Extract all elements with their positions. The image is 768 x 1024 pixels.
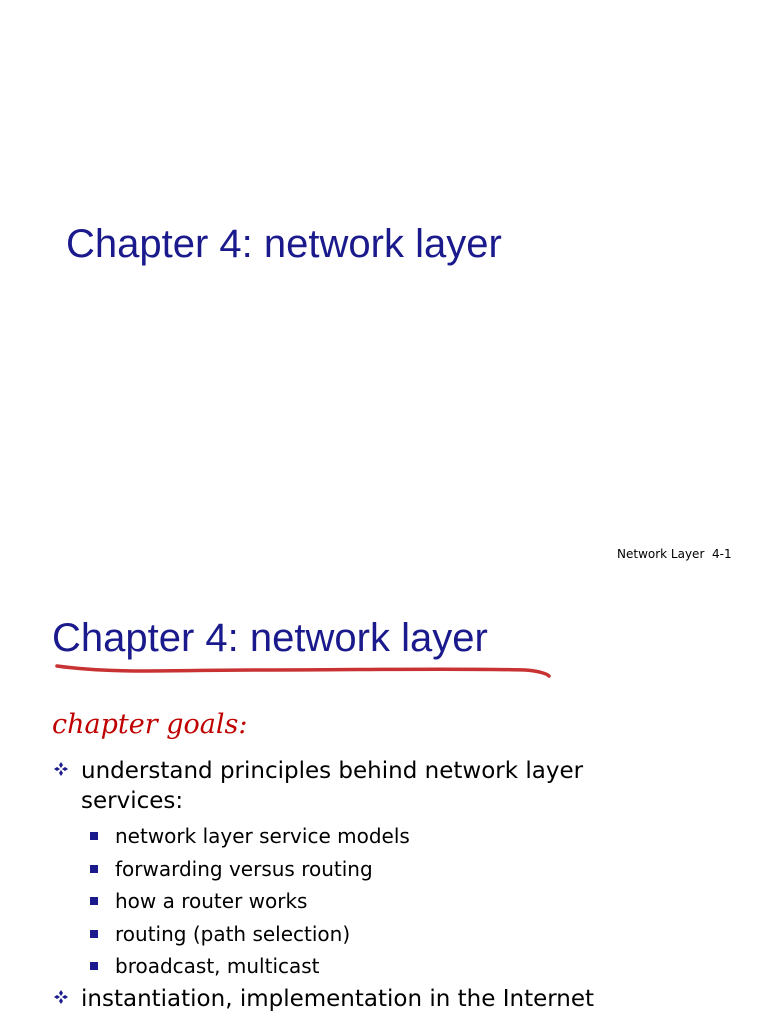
square-bullet-icon (90, 897, 98, 905)
sub-bullet-text: broadcast, multicast (115, 954, 320, 978)
title-underline-stroke (55, 656, 555, 680)
slide-1-title: Chapter 4: network layer (66, 222, 502, 266)
sub-bullet-text: how a router works (115, 889, 308, 913)
sub-bullet-text: routing (path selection) (115, 921, 351, 946)
four-diamond-bullet-icon (54, 762, 68, 776)
slide-2 (0, 590, 768, 1024)
square-bullet-icon (90, 962, 98, 970)
bullet-text: instantiation, implementation in the Internet (81, 986, 595, 1012)
slide-2-title: Chapter 4: network layer (52, 616, 488, 660)
four-diamond-bullet-icon (54, 990, 68, 1004)
square-bullet-icon (90, 865, 98, 873)
slide-footer-label: Network Layer 4-1 (617, 547, 732, 561)
sub-bullet-text: network layer service models (115, 824, 410, 848)
square-bullet-icon (90, 930, 98, 938)
bullet-text: understand principles behind network layer services: (81, 758, 584, 814)
chapter-goals-heading: chapter goals: (52, 709, 248, 740)
square-bullet-icon (90, 832, 98, 840)
sub-bullet-text: forwarding versus routing (115, 856, 373, 881)
